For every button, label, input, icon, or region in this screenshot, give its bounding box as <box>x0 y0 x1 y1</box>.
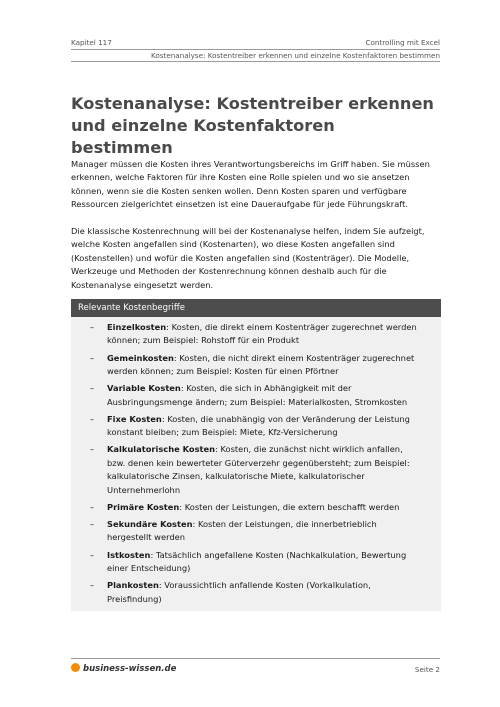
dash-bullet: – <box>90 549 95 560</box>
book-title: Controlling mit Excel <box>365 38 440 47</box>
term-definition: : Kosten, die direkt einem Kostenträger zugerechnet werden können; zum Beispiel: Rohstoff für ein Produkt <box>107 322 417 346</box>
cost-terms-heading-text: Relevante Kostenbegriffe <box>78 303 185 313</box>
page-number: Seite 2 <box>414 665 440 674</box>
term-name: Primäre Kosten <box>107 501 180 512</box>
list-item <box>71 413 441 440</box>
list-item <box>71 321 441 348</box>
dash-bullet: – <box>90 580 95 591</box>
dash-bullet: – <box>90 501 95 512</box>
term-definition: : Kosten, die nicht direkt einem Kostenträger zugerechnet werden können; zum Beispiel: Kosten für einen Pförtner <box>107 352 415 377</box>
term-definition: : Tatsächlich angefallene Kosten (Nachkalkulation, Bewertung einer Entscheidung) <box>107 549 407 574</box>
list-item <box>71 382 441 409</box>
term-name: Sekundäre Kosten <box>107 519 193 530</box>
term-name: Plankosten <box>107 580 159 591</box>
term-name: Variable Kosten <box>107 383 181 394</box>
footer-divider <box>71 658 440 659</box>
term-definition: : Kosten der Leistungen, die innerbetrieblich hergestellt werden <box>107 519 377 543</box>
header-subtitle: Kostenanalyse: Kostentreiber erkennen und einzelne Kostenfaktoren bestimmen <box>151 51 440 60</box>
list-item <box>71 549 441 576</box>
dash-bullet: – <box>90 383 95 394</box>
list-item <box>71 518 441 545</box>
term-name: Gemeinkosten <box>107 352 174 363</box>
dash-bullet: – <box>90 413 95 424</box>
dash-bullet: – <box>90 444 95 455</box>
term-definition: : Voraussichtlich anfallende Kosten (Vorkalkulation, Preisfindung) <box>107 580 371 604</box>
list-item <box>71 579 441 606</box>
dash-bullet: – <box>90 519 95 530</box>
term-definition: : Kosten, die unabhängig von der Veränderung der Leistung konstant bleiben; zum Beispiel: Miete, Kfz-Versicherung <box>107 413 410 438</box>
term-name: Kalkulatorische Kosten <box>107 444 216 455</box>
dash-bullet: – <box>90 322 95 332</box>
term-definition: : Kosten, die zunächst nicht wirklich anfallen, bzw. denen kein bewerteter Güterverzehr gegenübersteht; zum Beispiel: kalkulatorische Zinsen, kalkulatorische Miete, kalkulatorischer Unternehmerlohn <box>107 444 410 495</box>
list-item <box>71 443 441 497</box>
site-logo[interactable] <box>71 663 176 675</box>
list-item <box>71 352 441 379</box>
cost-terms-heading <box>71 299 441 317</box>
header-divider <box>71 49 440 50</box>
term-definition: : Kosten, die sich in Abhängigkeit mit der Ausbringungsmenge ändern; zum Beispiel: Materialkosten, Stromkosten <box>107 383 408 407</box>
page-title: Kostenanalyse: Kostentreiber erkennen und einzelne Kostenfaktoren bestimmen <box>71 94 434 157</box>
term-definition: : Kosten der Leistungen, die extern beschafft werden <box>179 501 400 512</box>
logo-dot-icon <box>71 663 80 672</box>
intro-paragraph: Manager müssen die Kosten ihres Verantwortungsbereichs im Griff haben. Sie müssen erkennen, welche Faktoren für ihre Kosten eine Rolle spielen und wo sie ansetzen können, wenn sie die Kosten senken wollen. Denn Kosten sparen und verfügbare Ressourcen zielgerichtet einsetzen ist eine Daueraufgabe für jede Führungskraft. <box>71 159 430 210</box>
running-header <box>71 38 440 48</box>
body-paragraph: Die klassische Kostenrechnung will bei der Kostenanalyse helfen, indem Sie aufzeigt, welche Kosten angefallen sind (Kostenarten), wo diese Kosten angefallen sind (Kostenstellen) und wofür die Kosten angefallen sind (Kostenträger). Die Modelle, Werkzeuge und Methoden der Kostenrechnung können deshalb auch für die Kostenanalyse eingesetzt werden. <box>71 226 425 290</box>
list-item <box>71 501 441 514</box>
term-name: Fixe Kosten <box>107 413 162 424</box>
term-name: Istkosten <box>107 549 151 560</box>
chapter-label: Kapitel 117 <box>71 38 112 47</box>
logo-text: business-wissen.de <box>83 664 177 674</box>
header-divider-lower <box>71 61 440 62</box>
cost-terms-list <box>71 321 441 610</box>
dash-bullet: – <box>90 352 95 363</box>
term-name: Einzelkosten <box>107 322 167 332</box>
